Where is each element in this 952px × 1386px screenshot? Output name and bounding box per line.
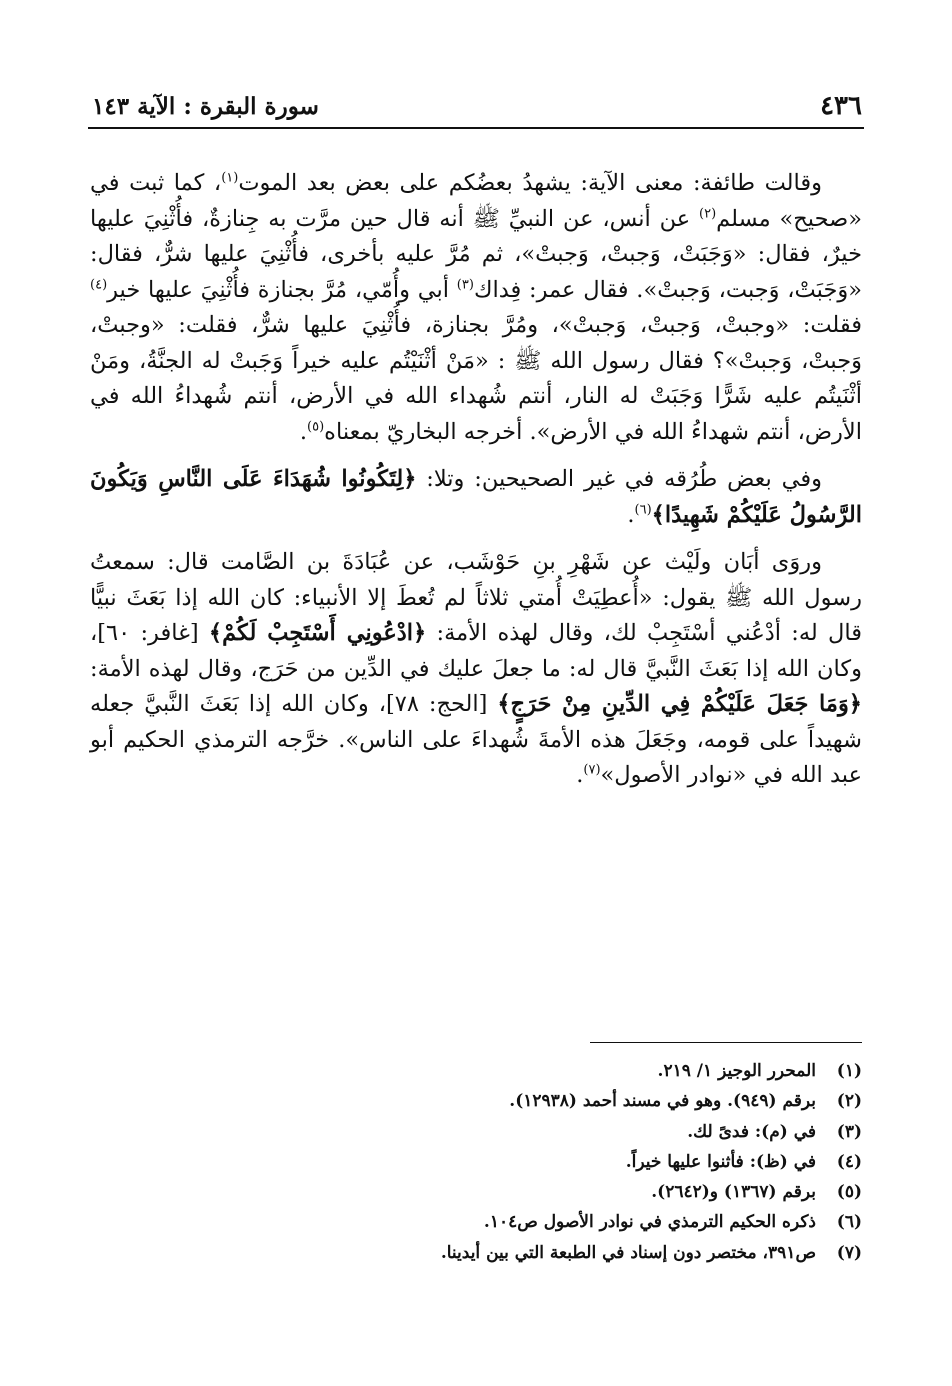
footnote-text: في (ظ): فأثنوا عليها خيراً.	[625, 1151, 816, 1172]
text-run: .	[576, 762, 584, 788]
running-header	[92, 86, 862, 126]
footnote	[90, 1117, 862, 1147]
paragraph-1	[90, 166, 862, 450]
footnote-ref: (٤)	[90, 277, 108, 292]
quran-verse: ﴿لِتَكُونُوا شُهَدَاءَ عَلَى النَّاسِ وَيَكُونَ الرَّسُولُ عَلَيْكُمْ شَهِيدًا﴾	[90, 466, 862, 528]
footnote-text: ذكره الحكيم الترمذي في نوادر الأصول ص١٠٤.	[483, 1212, 816, 1233]
footnote-text: ص٣٩١، مختصر دون إسناد في الطبعة التي بين أيدينا.	[440, 1242, 816, 1263]
page-number: ٤٣٦	[820, 91, 862, 121]
text-run: [الحج: ٧٨]، وكان الله إذا بَعَثَ النَّبيَّ جعله شهيداً على قومه، وجَعَلَ هذه الأمةَ شُهداءَ على الناس». خرَّجه الترمذي الحكيم أبو عبد الله في «نوادر الأصول»	[90, 691, 862, 788]
footnote-ref: (٦)	[634, 502, 652, 517]
footnote-text: المحرر الوجيز ١/ ٢١٩.	[657, 1061, 816, 1081]
footnote	[90, 1207, 862, 1237]
text-run: وفي بعض طُرُقه في غير الصحيحين: وتلا:	[416, 466, 822, 492]
footnote-ref: (٥)	[307, 419, 325, 434]
footnote-separator	[590, 1042, 862, 1043]
footnote	[90, 1147, 862, 1177]
footnote-text: برقم (٩٤٩). وهو في مسند أحمد (١٢٩٣٨).	[509, 1091, 816, 1112]
footnote-ref: (٧)	[583, 762, 601, 778]
text-run: [غافر: ٦٠]، وكان الله إذا بَعَثَ النَّبيَّ قال له: ما جعلَ عليك في الدِّين من حَرَج، وقال لهذه الأمة:	[90, 620, 862, 682]
footnote-text: في (م): فدىً لك.	[687, 1121, 816, 1142]
text-run: عن أنس، عن النبيِّ ﷺ أنه قال حين مرَّت به جِنازةٌ، فأُثْنِيَ عليها خيرٌ، فقال: «وَجَبَتْ، وَجبتْ، وَجبتْ»، ثم مُرَّ عليه بأخرى، فأُثْنِيَ عليها شرٌّ، فقال: «وَجَبَتْ، وَجبت، وَجبتْ». فقال عمر: فِداك	[90, 205, 862, 303]
text-run: وروَى أبَان ولَيْث عن شَهْرِ بنِ حَوْشَب، عن عُبَادَةَ بن الصَّامت قال: سمعتُ رسول الله ﷺ يقول: «أُعطِيَتْ أُمتي ثلاثاً لم تُعطَ إلا الأنبياء: كان الله إذا بَعَثَ نبيًّا قال له: أدْعُني أسْتَجِبْ لك، وقال لهذه الأمة:	[90, 549, 862, 646]
text-run: أبي وأُمّي، مُرَّ بجنازة فأُثْنِيَ عليها خير	[107, 276, 457, 303]
quran-verse: ﴿وَمَا جَعَلَ عَلَيْكُمْ فِي الدِّينِ مِنْ حَرَجٍ﴾	[497, 691, 862, 717]
main-text	[90, 166, 862, 794]
footnote-number: (٣)	[836, 1121, 862, 1142]
text-run: ، كما ثبت في «صحيح» مسلم	[90, 170, 862, 232]
footnote-text: برقم (١٣٦٧) و(٢٦٤٢).	[651, 1182, 816, 1203]
footnote-number: (١)	[836, 1061, 862, 1081]
footnote-ref: (٣)	[456, 277, 474, 292]
footnote-number: (٥)	[836, 1182, 862, 1203]
header-rule	[88, 127, 864, 129]
footnotes	[90, 1056, 862, 1268]
footnote-ref: (٢)	[699, 206, 717, 221]
running-title: سورة البقرة : الآية ١٤٣	[92, 92, 319, 120]
footnote	[90, 1086, 862, 1116]
paragraph-2	[90, 462, 862, 533]
text-run: .	[299, 418, 308, 445]
footnote-number: (٢)	[836, 1091, 862, 1112]
paragraph-3	[90, 545, 862, 794]
text-run: وقالت طائفة: معنى الآية: يشهدُ بعضُكم على بعض بعد الموت	[238, 170, 823, 196]
footnote-number: (٦)	[836, 1212, 862, 1233]
footnote-ref: (١)	[221, 170, 239, 186]
footnote	[90, 1177, 862, 1207]
footnote	[90, 1056, 862, 1086]
text-run: .	[627, 501, 635, 528]
footnote-number: (٧)	[836, 1242, 862, 1263]
quran-verse: ﴿ادْعُونِي أَسْتَجِبْ لَكُمْ﴾	[208, 620, 427, 646]
footnote-number: (٤)	[836, 1151, 862, 1172]
footnote	[90, 1238, 862, 1268]
text-run: فقلت: «وجبتْ، وَجبتْ، وَجبتْ»، ومُرَّ بجنازة، فأُثْنِيَ عليها شرٌّ، فقلت: «وجبتْ، وَجبتْ، وَجبتْ»؟ فقال رسول الله ﷺ : «مَنْ أثْنَيْتُم عليه خيراً وَجَبتْ له الجنَّةُ، ومَنْ أثْنَيتُم عليه شَرًّا وَجَبَتْ له النار، أنتم شُهداء الله في الأرض، أنتم شُهداءُ الله في الأرض، أنتم شهداءُ الله في الأرض». أخرجه البخاريّ بمعناه	[90, 312, 862, 445]
